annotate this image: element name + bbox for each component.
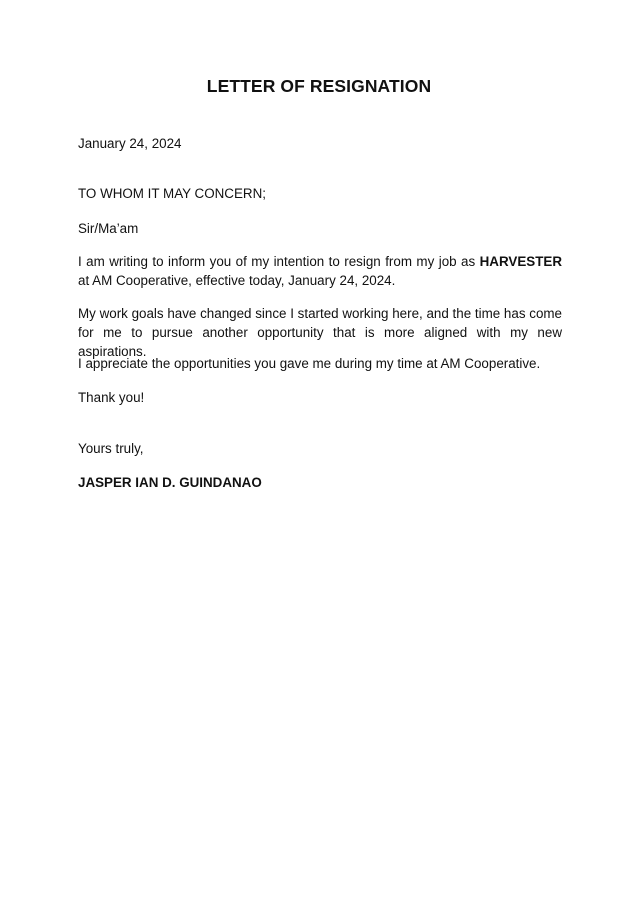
paragraph-intent-end: at AM Cooperative, effective today, January 24, 2024. [78, 273, 396, 288]
signature-name: JASPER IAN D. GUINDANAO [78, 475, 262, 490]
paragraph-appreciation: I appreciate the opportunities you gave me during my time at AM Cooperative. [78, 356, 541, 371]
closing-line: Yours truly, [78, 441, 144, 456]
job-position: HARVESTER [479, 254, 562, 269]
thanks-line: Thank you! [78, 390, 145, 405]
letter-date: January 24, 2024 [78, 136, 182, 151]
salutation-address: Sir/Ma’am [78, 221, 139, 236]
paragraph-intent-start: I am writing to inform you of my intention to resign from my job as [78, 254, 480, 269]
paragraph-intent [78, 252, 562, 290]
letter-title: LETTER OF RESIGNATION [206, 76, 432, 96]
paragraph-reason: My work goals have changed since I started working here, and the time has come for me to pursue another opportunity that is more aligned with my new aspirations. [78, 306, 562, 359]
salutation-recipient: TO WHOM IT MAY CONCERN; [78, 186, 266, 201]
